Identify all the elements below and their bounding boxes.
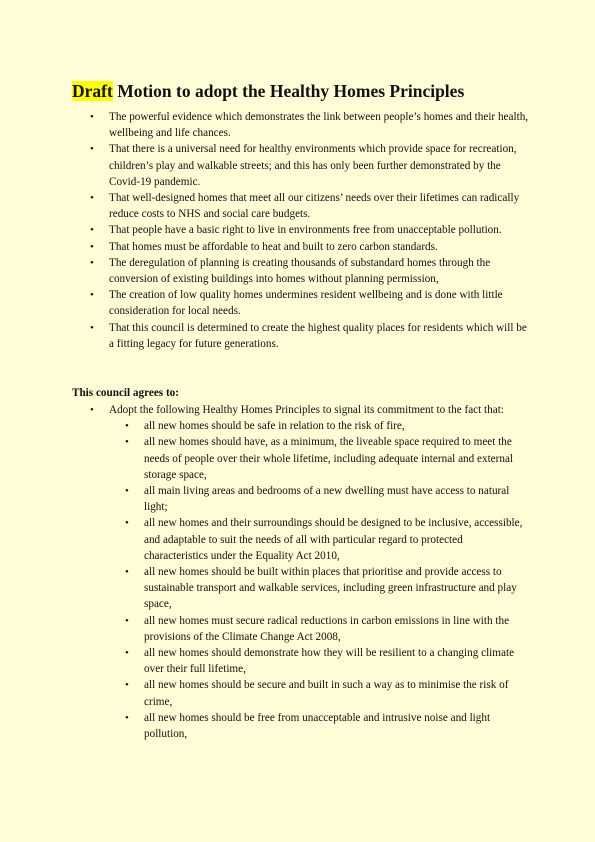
principle-item: • all new homes should demonstrate how they will be resilient to a changing climate over their full lifetime, bbox=[144, 645, 529, 677]
resolution-list bbox=[109, 402, 529, 742]
principle-item: • all new homes should be free from unacceptable and intrusive noise and light pollution, bbox=[144, 710, 529, 742]
principle-item: • all main living areas and bedrooms of a new dwelling must have access to natural light; bbox=[144, 483, 529, 515]
list-item: • The deregulation of planning is creating thousands of substandard homes through the conversion of existing buildings into homes without planning permission, bbox=[109, 255, 529, 287]
principles-list bbox=[144, 418, 529, 742]
list-item: • The creation of low quality homes undermines resident wellbeing and is done with little consideration for local needs. bbox=[109, 287, 529, 319]
principle-item: • all new homes and their surroundings should be designed to be inclusive, accessible, and adaptable to suit the needs of all with particular regard to protected characteristics under the Equality Act 2010, bbox=[144, 515, 529, 564]
motion-points-list bbox=[109, 109, 529, 352]
principle-item: • all new homes should be safe in relation to the risk of fire, bbox=[144, 418, 529, 434]
list-item: • That this council is determined to create the highest quality places for residents which will be a fitting legacy for future generations. bbox=[109, 320, 529, 352]
principle-item: • all new homes should be secure and built in such a way as to minimise the risk of crime, bbox=[144, 677, 529, 709]
list-item bbox=[109, 402, 529, 742]
principle-item: • all new homes should have, as a minimum, the liveable space required to meet the needs of people over their whole lifetime, including adequate internal and external storage space, bbox=[144, 434, 529, 483]
list-item: • That well-designed homes that meet all our citizens’ needs over their lifetimes can radically reduce costs to NHS and social care budgets. bbox=[109, 190, 529, 222]
list-item: • That people have a basic right to live in environments free from unacceptable pollution. bbox=[109, 222, 529, 238]
agrees-heading: This council agrees to: bbox=[72, 387, 180, 399]
principle-item: • all new homes should be built within places that prioritise and provide access to sustainable transport and walkable services, including green infrastructure and play space, bbox=[144, 564, 529, 613]
list-item: • That there is a universal need for healthy environments which provide space for recreation, children’s play and walkable streets; and this has only been further demonstrated by the Covid-19 pandemic. bbox=[109, 141, 529, 190]
adopt-principles-text: Adopt the following Healthy Homes Principles to signal its commitment to the fact that: bbox=[109, 404, 504, 416]
principle-item: • all new homes must secure radical reductions in carbon emissions in line with the provisions of the Climate Change Act 2008, bbox=[144, 613, 529, 645]
document-title bbox=[72, 80, 464, 102]
title-text: Motion to adopt the Healthy Homes Principles bbox=[112, 81, 465, 101]
draft-highlight: Draft bbox=[72, 81, 113, 101]
list-item: • That homes must be affordable to heat and built to zero carbon standards. bbox=[109, 239, 529, 255]
list-item: • The powerful evidence which demonstrates the link between people’s homes and their health, wellbeing and life chances. bbox=[109, 109, 529, 141]
